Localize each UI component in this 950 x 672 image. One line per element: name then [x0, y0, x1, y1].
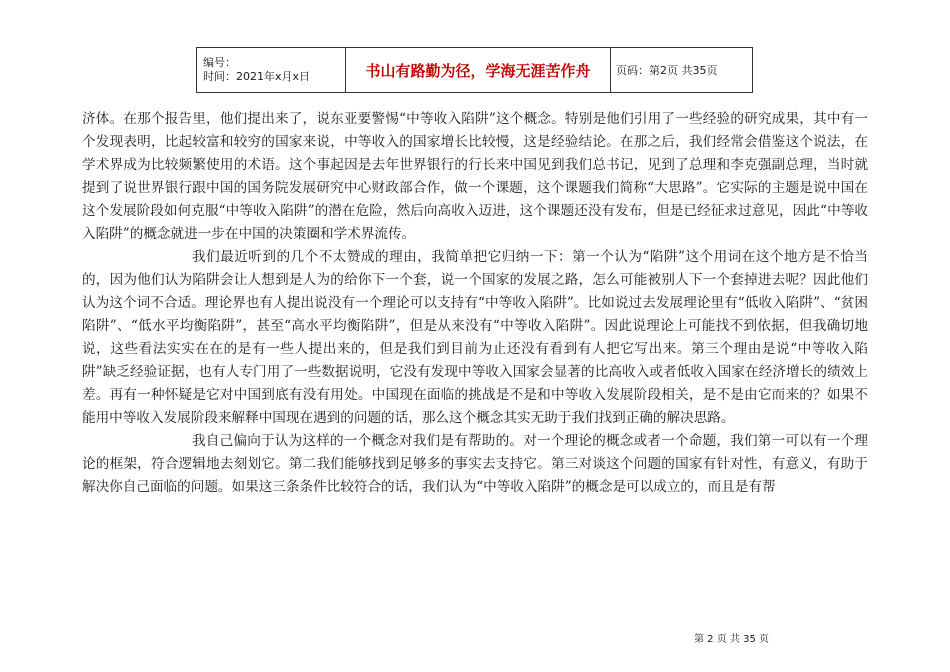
- body-paragraph-2: 我们最近听到的几个不太赞成的理由，我简单把它归纳一下：第一个认为“陷阱”这个用词在这个地方是不恰当的，因为他们认为陷阱会让人想到是人为的给你下一个套，说一个国家的发展之路，怎么可能被别人下一个套掉进去呢？因此他们认为这个词不合适。理论界也有人提出说没有一个理论可以支持有“中等收入陷阱”。比如说过去发展理论里有“低收入陷阱”、“贫困陷阱”、“低水平均衡陷阱”，甚至“高水平均衡陷阱”，但是从来没有“中等收入陷阱”。因此说理论上可能找不到依据，但我确切地说，这些看法实实在在的是有一些人提出来的，但是我们到目前为止还没有看到有人把它写出来。第三个理由是说“中等收入陷阱”缺乏经验证据，也有人专门用了一些数据说明，它没有发现中等收入国家会显著的比高收入或者低收入国家在经济增长的绩效上差。再有一种怀疑是它对中国到底有没有用处。中国现在面临的挑战是不是和中等收入发展阶段相关，是不是由它而来的？如果不能用中等收入发展阶段来解释中国现在遇到的问题的话，那么这个概念其实无助于我们找到正确的解决思路。: [82, 249, 868, 426]
- header-meta-cell: [197, 48, 346, 93]
- body-paragraph-3: 我自己偏向于认为这样的一个概念对我们是有帮助的。对一个理论的概念或者一个命题，我们第一可以有一个理论的框架，符合逻辑地去刻划它。第二我们能够找到足够多的事实去支持它。第三对谈这个问题的国家有针对性，有意义，有助于解决你自己面临的问题。如果这三条条件比较符合的话，我们认为“中等收入陷阱”的概念是可以成立的，而且是有帮: [82, 433, 868, 495]
- document-header-table: [196, 47, 753, 93]
- header-number-label: 编号：: [203, 56, 236, 69]
- header-date-label: 时间：2021年x月x日: [203, 70, 311, 83]
- header-page-label: 页码：第2页 共35页: [611, 48, 753, 93]
- document-body: [82, 108, 868, 499]
- body-paragraph-1: 济体。在那个报告里，他们提出来了，说东亚要警惕“中等收入陷阱”这个概念。特别是他们引用了一些经验的研究成果，其中有一个发现表明，比起较富和较穷的国家来说，中等收入的国家增长比较慢，这是经验结论。在那之后，我们经常会借鉴这个说法，在学术界成为比较频繁使用的术语。这个事起因是去年世界银行的行长来中国见到我们总书记，见到了总理和李克强副总理，当时就提到了说世界银行跟中国的国务院发展研究中心财政部合作，做一个课题，这个课题我们简称“大思路”。它实际的主题是说中国在这个发展阶段如何克服“中等收入陷阱”的潜在危险，然后向高收入迈进，这个课题还没有发布，但是已经征求过意见，因此“中等收入陷阱”的概念就进一步在中国的决策圈和学术界流传。: [82, 111, 868, 242]
- page-footer: 第 2 页 共 35 页: [694, 634, 769, 645]
- header-motto: 书山有路勤为径，学海无涯苦作舟: [346, 48, 611, 93]
